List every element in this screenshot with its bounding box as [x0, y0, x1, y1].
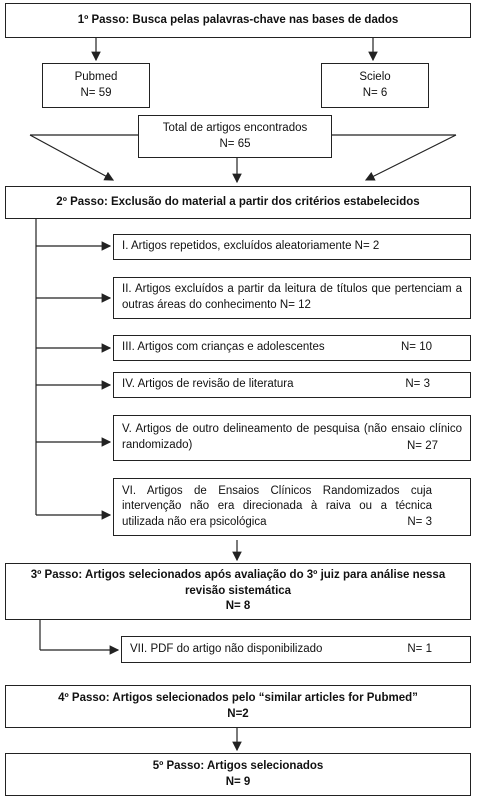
exclusion-1 — [113, 234, 471, 260]
step1-title: 1º Passo: Busca pelas palavras-chave nas bases de dados — [77, 13, 399, 26]
total-box — [138, 115, 332, 158]
exclusion-2-text: II. Artigos excluídos a partir da leitura de títulos que pertenciam a outras áreas do conhecimento N= 12 — [122, 283, 462, 311]
step3-line1: 3º Passo: Artigos selecionados após avaliação do 3º juiz para análise nessa — [30, 569, 446, 582]
step5-box — [5, 753, 471, 796]
step2-box — [5, 186, 471, 219]
step1-box — [5, 3, 471, 38]
exclusion-5 — [113, 415, 471, 461]
exclusion-3-count: N= 10 — [400, 341, 432, 354]
exclusion-5-text: V. Artigos de outro delineamento de pesquisa (não ensaio clínico randomizado) — [122, 423, 462, 451]
exclusion-4-text: IV. Artigos de revisão de literatura — [122, 378, 294, 391]
step3-box — [5, 563, 471, 620]
pubmed-box — [42, 63, 150, 108]
scielo-count: N= 6 — [362, 86, 388, 99]
total-count: N= 65 — [219, 137, 251, 150]
exclusion-1-text: I. Artigos repetidos, excluídos aleatoriamente N= 2 — [122, 240, 380, 253]
step2-title: 2º Passo: Exclusão do material a partir dos critérios estabelecidos — [56, 195, 420, 208]
scielo-box — [321, 63, 429, 108]
exclusion-7-text: VII. PDF do artigo não disponibilizado — [130, 642, 323, 655]
exclusion-7-count: N= 1 — [407, 642, 432, 655]
exclusion-6-count: N= 3 — [407, 516, 432, 529]
exclusion-6 — [113, 478, 471, 536]
step3-line2: revisão sistemática — [184, 584, 292, 597]
step5-count: N= 9 — [225, 775, 251, 788]
step5-line1: 5º Passo: Artigos selecionados — [152, 759, 324, 772]
step4-count: N=2 — [227, 707, 249, 720]
step3-count: N= 8 — [225, 600, 251, 613]
exclusion-4-count: N= 3 — [405, 378, 430, 391]
exclusion-4 — [113, 372, 471, 398]
exclusion-3-text: III. Artigos com crianças e adolescentes — [122, 341, 325, 354]
pubmed-count: N= 59 — [80, 86, 112, 99]
exclusion-2 — [113, 277, 471, 319]
step4-line1: 4º Passo: Artigos selecionados pelo “similar articles for Pubmed” — [58, 691, 418, 704]
scielo-name: Scielo — [359, 70, 391, 83]
step4-box — [5, 685, 471, 728]
exclusion-5-count: N= 27 — [406, 440, 438, 453]
pubmed-name: Pubmed — [74, 70, 118, 83]
exclusion-3 — [113, 335, 471, 361]
total-label: Total de artigos encontrados — [162, 121, 308, 134]
exclusion-7 — [121, 636, 471, 663]
exclusion-6-text: VI. Artigos de Ensaios Clínicos Randomizados cuja intervenção não era direcionada à raiva ou a técnica utilizada não era psicológica — [122, 484, 432, 528]
